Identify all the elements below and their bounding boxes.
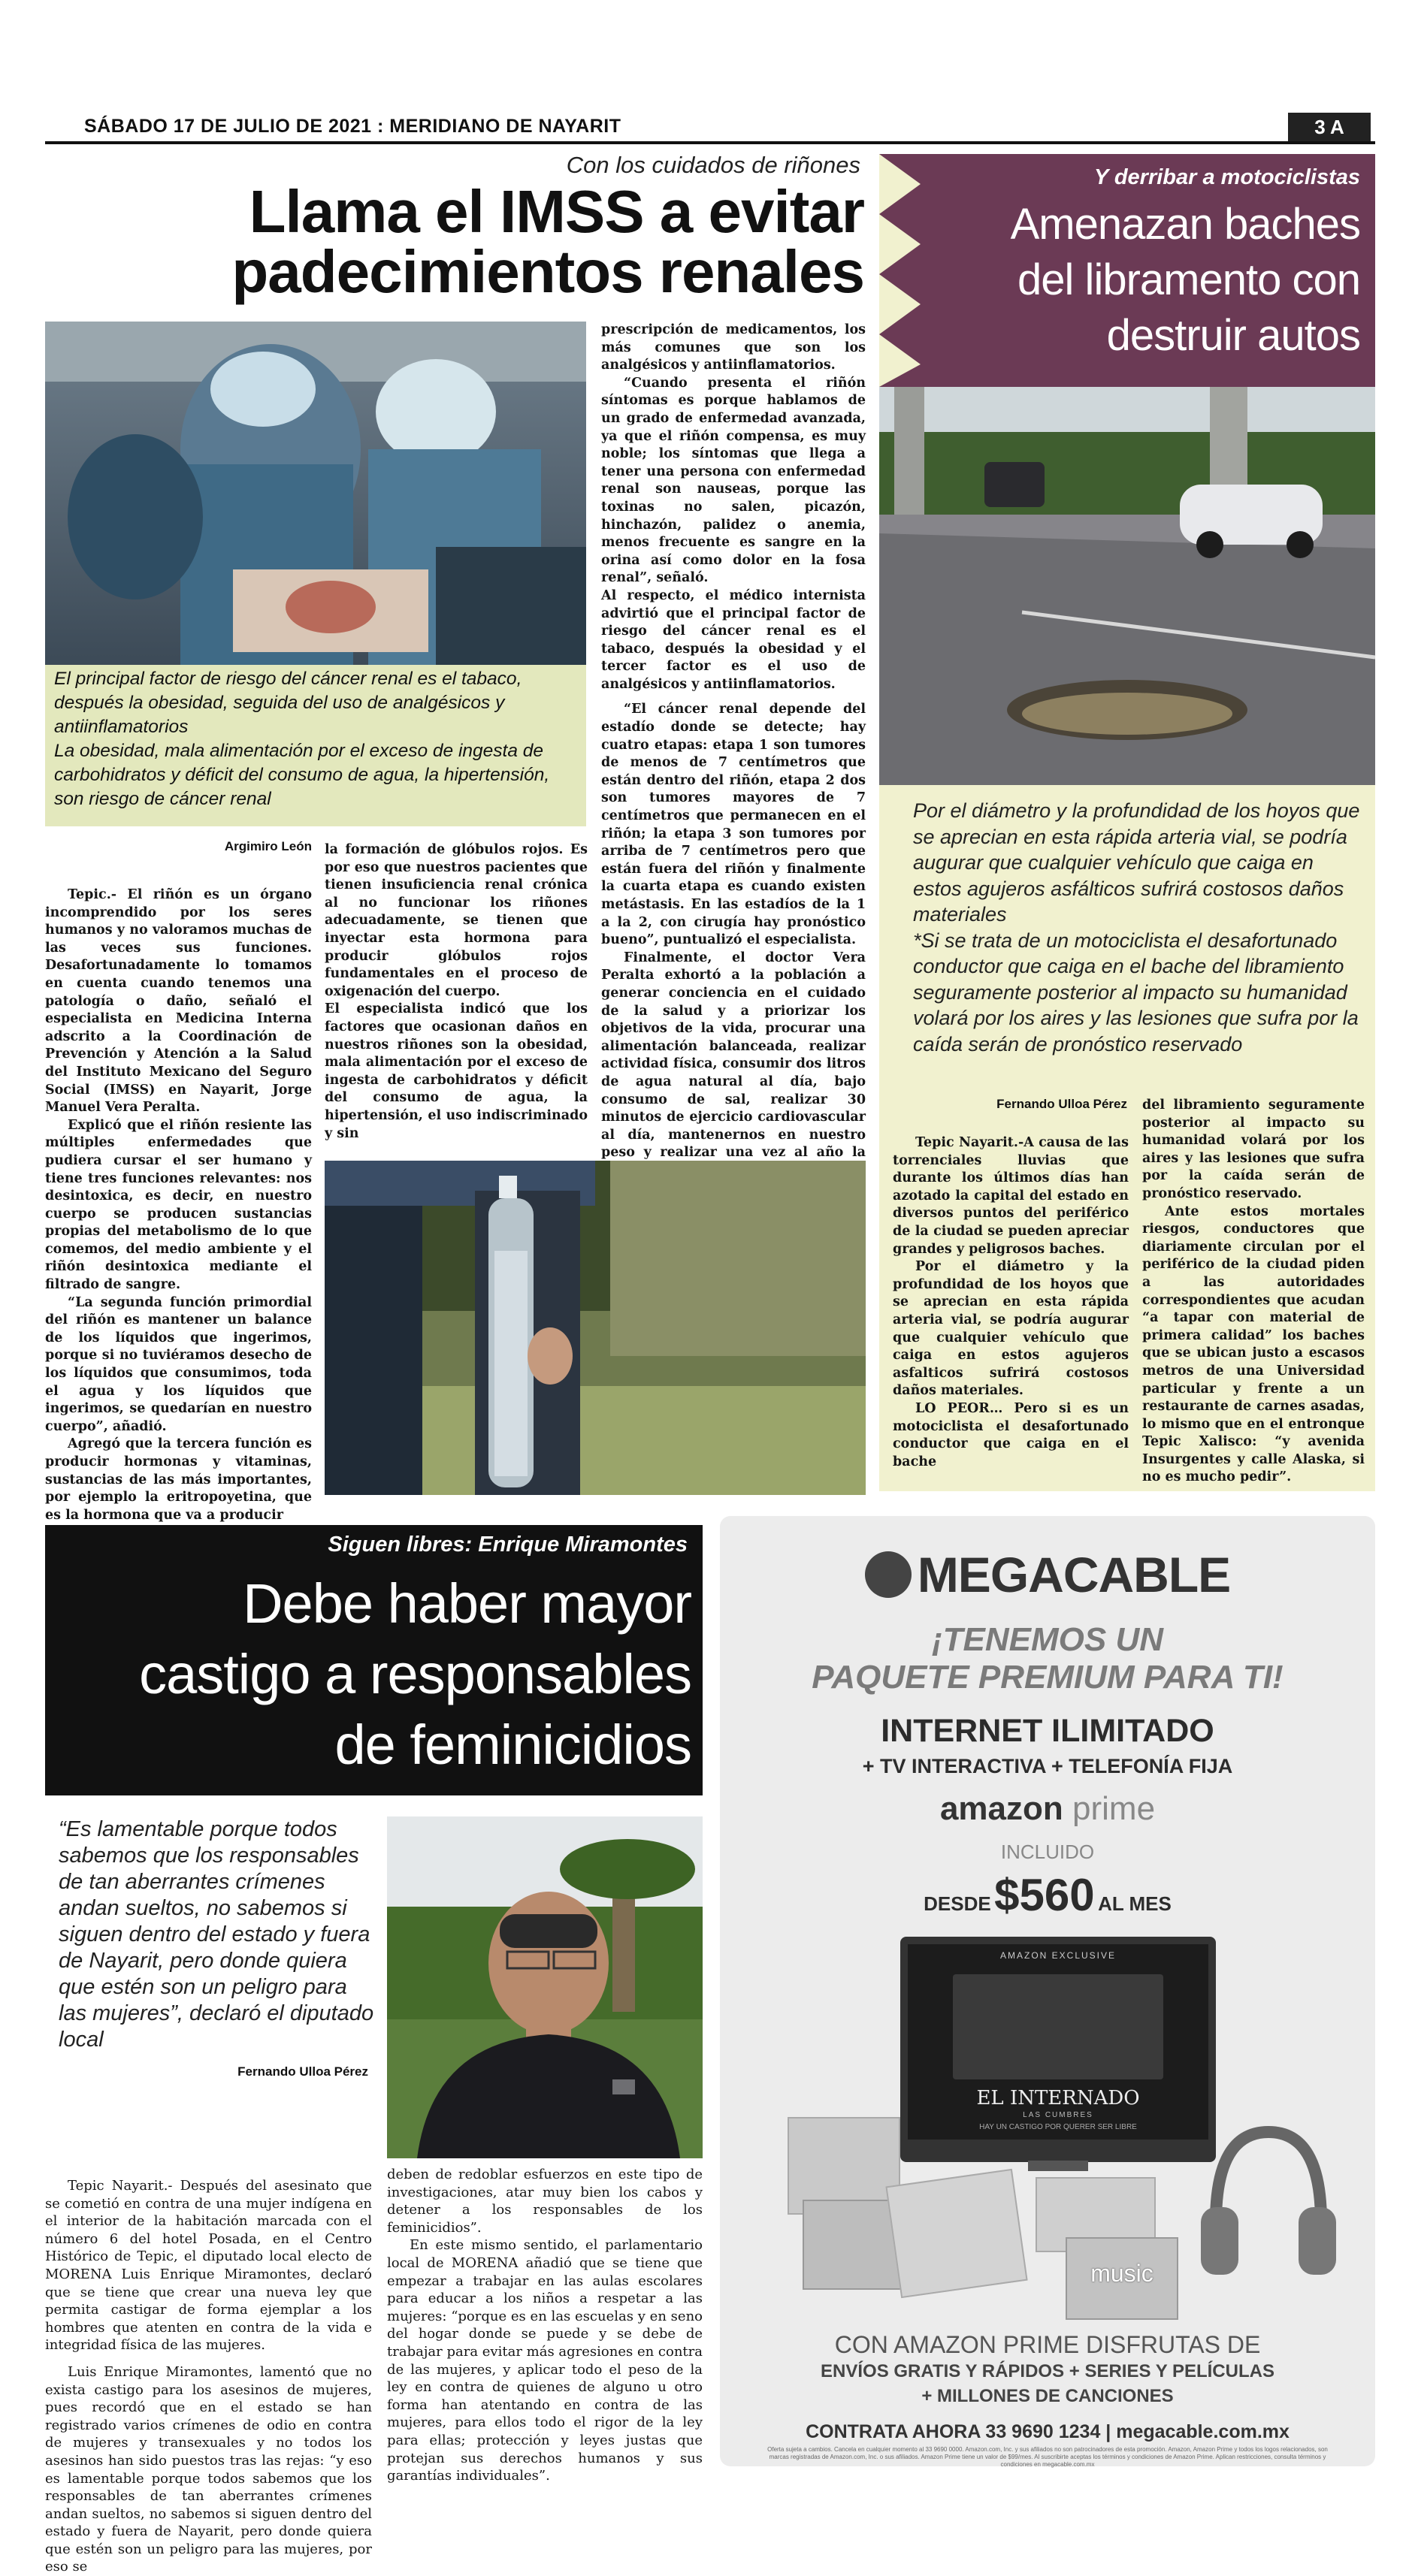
article2-kicker: Y derribar a motociclistas <box>1093 165 1360 189</box>
article2-caption: Por el diámetro y la profundidad de los hoyos que se aprecian en esta rápida arteria vial, se podría augurar que cualquier vehículo que caiga en estos agujeros asfálticos sufrirá costosos daños materiales *Si se trata de un motociclista el desafortunado conductor que caiga en el bache del libramiento seguramente posterior al impacto su humanidad volará por los aires y las lesiones que sufra por la caída serán de pronóstico reservado <box>913 799 1360 1055</box>
ad-extras: + TV INTERACTIVA + TELEFONÍA FIJA <box>862 1755 1233 1777</box>
ad-brand-text: MEGACABLE <box>917 1547 1231 1602</box>
article1-column1 <box>45 886 312 1523</box>
article1-headline-line1: Llama el IMSS a evitar <box>249 178 864 245</box>
article3-headline-line2: castigo a responsables <box>139 1643 691 1705</box>
ad-per-month: AL MES <box>1098 1892 1172 1915</box>
article2-headline-line2: del libramento con <box>1017 255 1360 304</box>
portrait-photo <box>387 1816 703 2158</box>
dateline: SÁBADO 17 DE JULIO DE 2021 : MERIDIANO DE NAYARIT <box>84 116 621 137</box>
ad-price: $560 <box>994 1870 1095 1920</box>
megacable-ad[interactable] <box>720 1516 1375 2466</box>
article2-col1-p1: Tepic Nayarit.-A causa de las torrenciales lluvias que durante los últimos días han azotado la capital del estado en diversos puntos del periférico de la ciudad se pueden apreciar grandes y peligrosos baches. <box>893 1135 1129 1257</box>
ad-fine-print: Oferta sujeta a cambios. Cancela en cualquier momento al 33 9690 0000. Amazon.com, Inc. y sus afiliados no son patrocinadores de esta promoción. Amazon, Amazon Prime y todos los logos relacionados, son marcas registradas de Amazon.com, Inc. o sus afiliados. Amazon Prime tiene un valor de $99/mes. Al suscribirte aceptas los términos y condiciones de Amazon Prime. Aplican restricciones, consulta términos y condiciones en megacable.com.mx <box>767 2446 1328 2468</box>
article1-headline-line2: padecimientos renales <box>231 238 864 305</box>
article2-col1-p3: LO PEOR… Pero si es un motociclista el desafortunado conductor que caiga en el bache <box>893 1400 1129 1469</box>
article3-kicker: Siguen libres: Enrique Miramontes <box>328 1533 688 1557</box>
ad-tv-badge: AMAZON EXCLUSIVE <box>999 1950 1117 1961</box>
ad-headphones-icon <box>1193 2109 1344 2282</box>
article3-col2-p1: deben de redoblar esfuerzos en este tipo de investigaciones, atar muy bien los cabos y detener a los responsables de los feminicidios”. <box>387 2167 703 2236</box>
article1-col3-p1: prescripción de medicamentos, los más comunes que son los analgésicos y antiinflamatorios. <box>601 322 866 373</box>
article2-byline: Fernando Ulloa Pérez <box>996 1097 1127 1111</box>
article1-col1-p3: “La segunda función primordial del riñón es mantener un balance de los líquidos que ingerimos, porque si no tuviéramos desecho de los líquidos que consumimos, toda el agua y los líquidos que ingerimos, se quedarían en nuestro cuerpo”, añadió. <box>45 1294 312 1434</box>
article3-column2 <box>387 2166 703 2484</box>
ad-internet: INTERNET ILIMITADO <box>881 1713 1214 1749</box>
article1-col2-p2: El especialista indicó que los factores que ocasionan daños en nuestros riñones son la obesidad, mala alimentación por el exceso de ingesta de carbohidratos y déficit del consumo de agua, la hipertensión, el uso indiscriminado y sin <box>325 1001 588 1141</box>
ad-tv-screen <box>908 1944 1208 2140</box>
article1-col3-p5: Finalmente, el doctor Vera Peralta exhortó a la población a generar conciencia en el cuidado de la salud y a priorizar los objetivos de la vida, procurar una alimentación balanceada, realizar actividad física, consumir dos litros de agua natural al día, bajo consumo de sal, realizar 30 minutos de ejercicio cardiovascular al día, mantenernos en nuestro peso y realizar una vez al año la <box>601 950 866 1161</box>
pothole-photo <box>879 387 1375 785</box>
ad-line1: ¡TENEMOS UN <box>932 1621 1163 1658</box>
ad-tv-title: EL INTERNADO <box>976 2087 1140 2109</box>
surgery-photo <box>45 322 586 665</box>
article1-col3-p2: “Cuando presenta el riñón síntomas es porque hablamos de un grado de enfermedad avanzada, ya que el riñón compensa, es muy noble; los síntomas que llega a tener una persona con enfermedad renal son nauseas, porque las toxinas no salen, picazón, hinchazón, palidez o anemia, menos frecuente es sangre en la orina así como dolor en la fosa renal”, señaló. <box>601 375 866 586</box>
ad-bottom3: + MILLONES DE CANCIONES <box>921 2386 1174 2406</box>
ad-price-line <box>720 1869 1375 1921</box>
ad-included: INCLUIDO <box>1000 1841 1095 1863</box>
article1-col1-p4: Agregó que la tercera función es producir hormonas y vitaminas, sustancias de las más importantes, por ejemplo la eritropoyetina, que es la hormona que va a producir <box>45 1436 312 1523</box>
article3-col1-p2: Luis Enrique Miramontes, lamentó que no exista castigo para los asesinos de mujeres, pues recordó que en el estado se han registrado varios crímenes de odio en contra de mujeres y transexuales y no todos los asesinos han sido puestos tras las rejas: “y eso es lamentable porque todos sabemos que los responsables de tan aberrantes crímenes andan sueltos, no sabemos si siguen dentro del estado y fuera de Nayarit, pero donde quiera que estén son un peligro para las mujeres, por eso se <box>45 2363 372 2575</box>
ad-tv-art <box>953 1974 1163 2079</box>
article3-headline-line1: Debe haber mayor <box>243 1572 691 1635</box>
article3-col1-p1: Tepic Nayarit.- Después del asesinato que se cometió en contra de una mujer indígena en el interior de la habitación marcada con el número 6 del hotel Posada, en el Centro Histórico de Tepic, el diputado local electo de MORENA Luis Enrique Miramontes, declaró que se tiene que crear una nueva ley que permita castigar de forma ejemplar a los hombres que atenten en contra de la vida e integridad física de las mujeres. <box>45 2178 372 2354</box>
ad-brand <box>720 1546 1375 1603</box>
article1-col2-p1: la formación de glóbulos rojos. Es por eso que nuestros pacientes que tienen insuficiencia renal crónica al no funcionar los riñones adecuadamente, se tienen que inyectar esta hormona para producir glóbulos rojos fundamentales en el proceso de oxigenación del cuerpo. <box>325 842 588 999</box>
article2-col2-p1: del libramiento seguramente posterior al impacto su humanidad volará por los aires y las lesiones que sufra por la caída serán de pronóstico reservado. <box>1142 1098 1365 1201</box>
megacable-logo-icon <box>865 1551 912 1598</box>
article1-column2 <box>325 841 588 1142</box>
ad-contact[interactable]: CONTRATA AHORA 33 9690 1234 | megacable.com.mx <box>806 2421 1290 2442</box>
article3-column1 <box>45 2177 372 2575</box>
ad-tv-stand <box>1028 2161 1088 2171</box>
page-number: 3 A <box>1288 113 1371 141</box>
water-bottle-photo <box>325 1161 866 1495</box>
article3-quote: “Es lamentable porque todos sabemos que los responsables de tan aberrantes crímenes andan sueltos, no sabemos si siguen dentro del estado y fuera de Nayarit, pero donde quiera que estén son un peligro para las mujeres”, declaró el diputado local <box>59 1817 374 2052</box>
article1-column3 <box>601 322 866 1161</box>
ad-tv <box>900 1937 1216 2162</box>
article1-col3-p3: Al respecto, el médico internista advirtió que el principal factor de riesgo del cáncer renal es el tabaco, después la obesidad y el tercer factor es el uso de analgésicos y antiinflamatorios. <box>601 587 866 692</box>
article2-headline <box>924 197 1360 364</box>
article3-headline-line3: de feminicidios <box>334 1714 691 1776</box>
article2-headline-line3: destruir autos <box>1106 311 1360 360</box>
article3-headline <box>53 1569 691 1780</box>
article1-kicker: Con los cuidados de riñones <box>566 152 860 178</box>
ad-prime: prime <box>1072 1790 1156 1827</box>
ad-bottom1: CON AMAZON PRIME DISFRUTAS DE <box>834 2331 1261 2358</box>
ad-amazon: amazon <box>939 1790 1063 1827</box>
article1-col1-p2: Explicó que el riñón resiente las múltiples enfermedades que pudiera cursar el ser humano y tiene tres funciones relevantes: nos desintoxica, es decir, en nuestro cuerpo se producen sustancias propias del metabolismo de lo que comemos, del medio ambiente y el riñón desintoxica mediante el filtrado de sangre. <box>45 1117 312 1293</box>
ad-tv-subtitle: LAS CUMBRES <box>1023 2111 1093 2119</box>
article2-headline-line1: Amenazan baches <box>1010 200 1360 249</box>
article1-byline: Argimiro León <box>224 839 312 853</box>
ad-tv-tagline: HAY UN CASTIGO POR QUERER SER LIBRE <box>979 2123 1137 2131</box>
ad-amazon-prime <box>720 1790 1375 1828</box>
article2-column1 <box>893 1134 1129 1480</box>
ad-bottom2: ENVÍOS GRATIS Y RÁPIDOS + SERIES Y PELÍCULAS <box>821 2361 1274 2381</box>
article3-col2-p2: En este mismo sentido, el parlamentario local de MORENA añadió que se tiene que empezar a trabajar en las aulas escolares para educar a los niños a respetar a las mujeres: “porque es en las escuelas y en seno del hogar donde se puede y se debe de trabajar para evitar más agresiones en contra de las mujeres, y aplicar todo el peso de la ley en contra de quienes de alguno u otro forma han atentando en contra de las mujeres, para ellos todo el rigor de la ley para ellas; protección y leyes justas que protejan sus derechos humanos y sus garantías individuales”. <box>387 2237 703 2484</box>
ad-music: music <box>1090 2260 1154 2287</box>
article1-col1-p1: Tepic.- El riñón es un órgano incomprendido por los seres humanos y no valoramos muchas de las veces sus funciones. Desafortunadamente lo tomamos en cuenta cuando tenemos una patología o daño, señaló el especialista en Medicina Interna adscrito a la Coordinación de Prevención y Atención a la Salud del Instituto Mexicano del Seguro Social (IMSS) en Nayarit, Jorge Manuel Vera Peralta. <box>45 887 312 1116</box>
ad-desde: DESDE <box>924 1892 991 1915</box>
article1-caption: El principal factor de riesgo del cáncer renal es el tabaco, después la obesidad, seguida del uso de analgésicos y antiinflamatorios La obesidad, mala alimentación por el exceso de ingesta de carbohidratos y déficit del consumo de agua, la hipertensión, son riesgo de cáncer renal <box>54 669 550 809</box>
article2-column2 <box>1142 1097 1365 1485</box>
article2-col1-p2: Por el diámetro y la profundidad de los hoyos que se aprecian en esta rápida arteria vial, se podría augurar que cualquier vehículo que caiga en estos agujeros asfalticos sufrirá costosos daños materiales. <box>893 1259 1129 1399</box>
ad-box-3 <box>885 2169 1027 2298</box>
article3-byline: Fernando Ulloa Pérez <box>237 2064 368 2079</box>
ad-line2: PAQUETE PREMIUM PARA TI! <box>812 1659 1284 1696</box>
article1-col3-p4: “El cáncer renal depende del estadío donde se detecte; hay cuatro etapas: etapa 1 son tumores de menos de 7 centímetros que están dentro del riñón, etapa 2 dos son tumores mayores de 7 centímetros que permanecen en el riñón; la etapa 3 son tumores por arriba de 7 centímetros pero que están fuera del riñón y finalmente la cuarta etapa es cuando existen metástasis. En las estadíos de la 1 a la 2, con cirugía hay pronóstico bueno”, puntualizó el especialista. <box>601 702 866 948</box>
article2-col2-p2: Ante estos mortales riesgos, conductores que diariamente circulan por el periférico de la ciudad piden a las autoridades correspondientes que acudan “a tapar con material de primera calidad” los baches que se ubican justo a escasos metros de una Universidad particular y frente a un restaurante de carnes asadas, lo mismo que en el entronque Tepic Xalisco: “y avenida Insurgentes y calle Alaska, si no es mucho pedir”. <box>1142 1203 1365 1485</box>
